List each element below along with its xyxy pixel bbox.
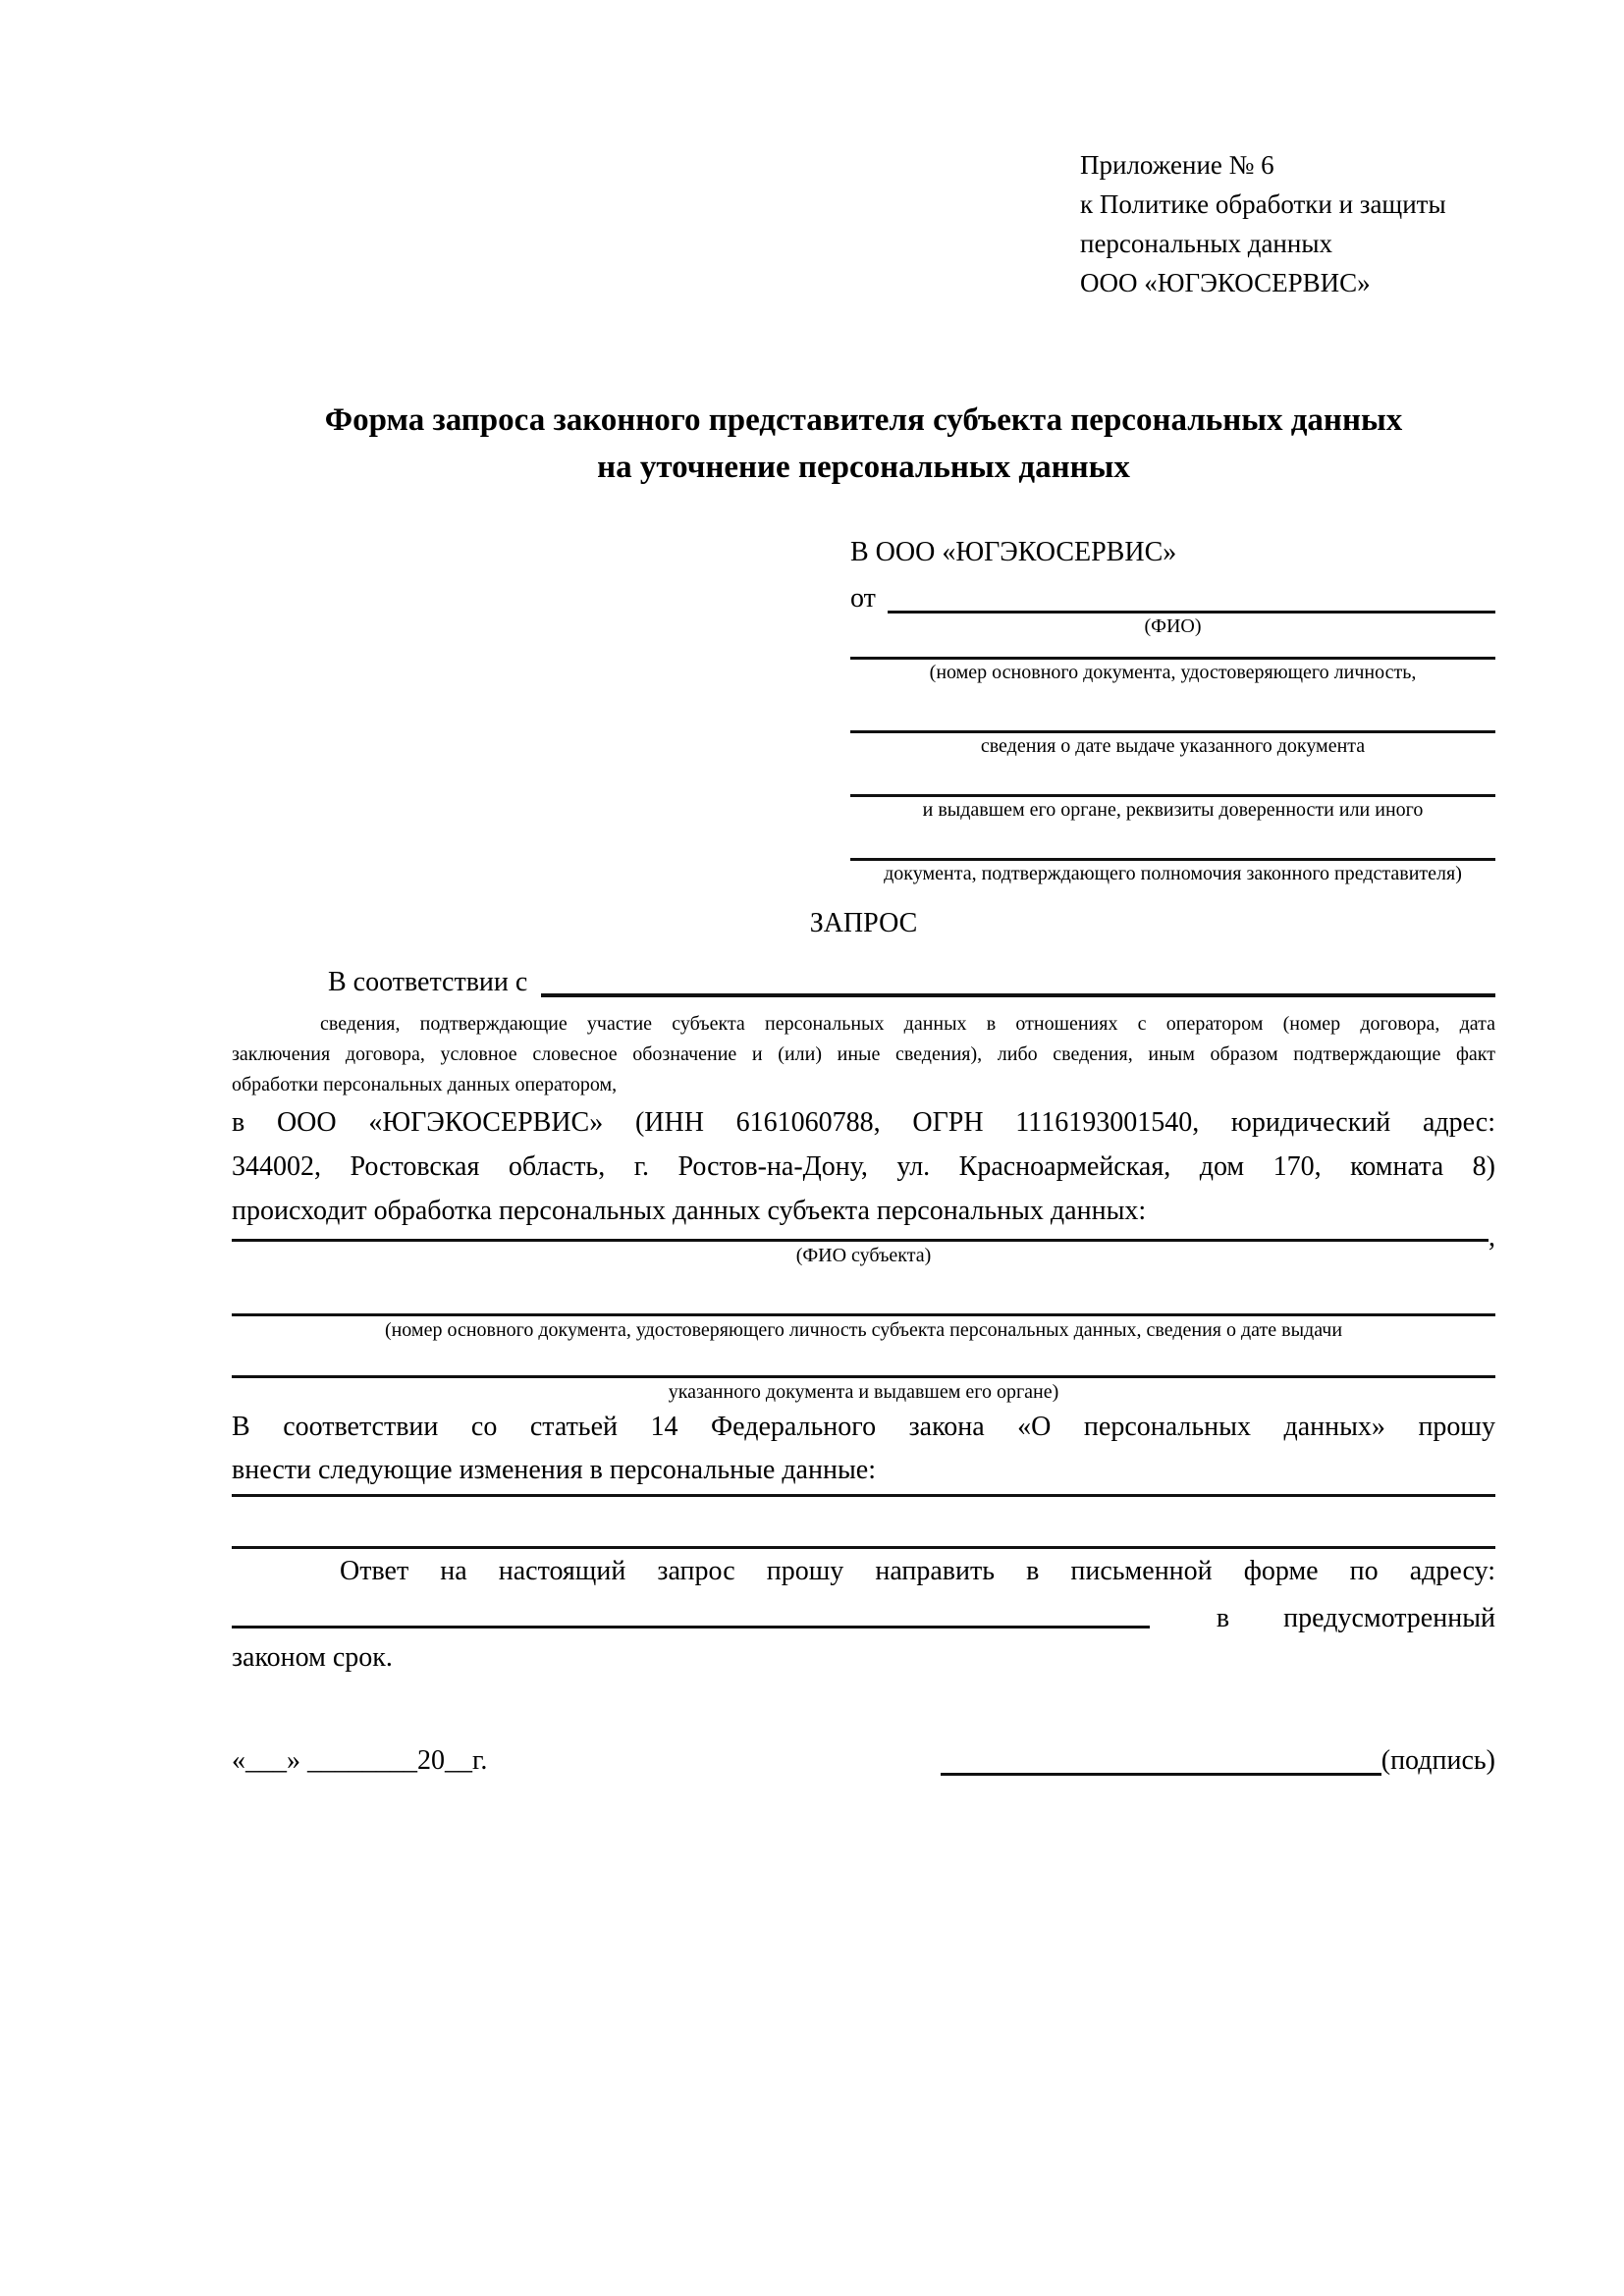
appendix-line: ООО «ЮГЭКОСЕРВИС» [1080, 268, 1371, 297]
accordance-row [232, 961, 1495, 997]
request-heading: ЗАПРОС [809, 908, 918, 938]
article-paragraph [232, 1406, 1495, 1492]
from-label: от [850, 583, 876, 614]
closing-row [232, 1741, 1495, 1781]
article-line: внести следующие изменения в персональные данные: [232, 1455, 876, 1485]
signature-blank-field [941, 1773, 1381, 1776]
date-field: «___» ________20__г. [232, 1745, 488, 1776]
answer-word: в [1216, 1603, 1230, 1633]
representative-doc-blank-field [850, 643, 1495, 660]
addressee-block [850, 528, 1495, 886]
subject-doc-blank-field [232, 1269, 1495, 1316]
answer-address-row [232, 1594, 1495, 1635]
doc-caption: сведения о дате выдаче указанного документа [980, 735, 1366, 757]
answer-line: Ответ на настоящий запрос прошу направить в письменной форме по адресу: [340, 1556, 1495, 1586]
answer-word: предусмотренный [1283, 1603, 1495, 1633]
document-title [232, 397, 1495, 491]
relation-details-blank-field [541, 993, 1495, 997]
appendix-block [1080, 145, 1495, 302]
footnote-block [232, 1009, 1495, 1100]
signature-caption: (подпись) [1380, 1745, 1495, 1776]
from-row [850, 577, 1495, 614]
doc-caption: и выдавшем его органе, реквизиты доверенности или иного [922, 799, 1424, 821]
trailing-comma: , [1489, 1222, 1495, 1253]
representative-doc-blank-field [850, 763, 1495, 797]
footnote-line: сведения, подтверждающие участие субъекта персональных данных в отношениях с оператором (номер договора, дата [320, 1013, 1495, 1035]
article-line: В соответствии со статьей 14 Федерального закона «О персональных данных» прошу [232, 1412, 1495, 1442]
operator-paragraph-line: 344002, Ростовская область, г. Ростов-на-Дону, ул. Красноармейская, дом 170, комната 8) [232, 1151, 1495, 1182]
footnote-line: заключения договора, условное словесное обозначение и (или) иные сведения), либо сведения, иным образом подтверждающие факт [232, 1043, 1495, 1065]
answer-line: законом срок. [232, 1642, 393, 1673]
subject-fio-caption: (ФИО субъекта) [795, 1245, 932, 1266]
footnote-line: обработки персональных данных оператором, [232, 1074, 618, 1095]
subject-doc-blank-field [232, 1344, 1495, 1378]
subject-doc-caption: указанного документа и выдавшем его органе) [668, 1381, 1059, 1403]
signature-group [941, 1741, 1495, 1781]
title-line: на уточнение персональных данных [597, 450, 1130, 485]
accordance-label: В соответствии с [328, 967, 528, 997]
fio-caption: (ФИО) [1144, 615, 1202, 637]
title-line: Форма запроса законного представителя субъекта персональных данных [324, 402, 1403, 438]
operator-paragraph [232, 1100, 1495, 1233]
addressee-to: В ООО «ЮГЭКОСЕРВИС» [850, 537, 1177, 567]
answer-paragraph [232, 1549, 1495, 1681]
appendix-line: Приложение № 6 [1080, 150, 1274, 180]
representative-doc-blank-field [850, 689, 1495, 733]
representative-doc-blank-field [850, 827, 1495, 861]
operator-paragraph-line: в ООО «ЮГЭКОСЕРВИС» (ИНН 6161060788, ОГРН 1116193001540, юридический адрес: [232, 1107, 1495, 1138]
appendix-line: к Политике обработки и защиты [1080, 189, 1446, 219]
subject-name-row [232, 1222, 1495, 1253]
doc-caption: документа, подтверждающего полномочия законного представителя) [884, 863, 1462, 884]
changes-blank-field [232, 1492, 1495, 1497]
operator-paragraph-line: происходит обработка персональных данных субъекта персональных данных: [232, 1196, 1147, 1226]
subject-doc-caption: (номер основного документа, удостоверяющего личность субъекта персональных данных, сведения о дате выдачи [384, 1319, 1343, 1341]
appendix-line: персональных данных [1080, 229, 1332, 258]
doc-caption: (номер основного документа, удостоверяющего личность, [929, 662, 1417, 683]
address-blank-field [232, 1626, 1150, 1629]
